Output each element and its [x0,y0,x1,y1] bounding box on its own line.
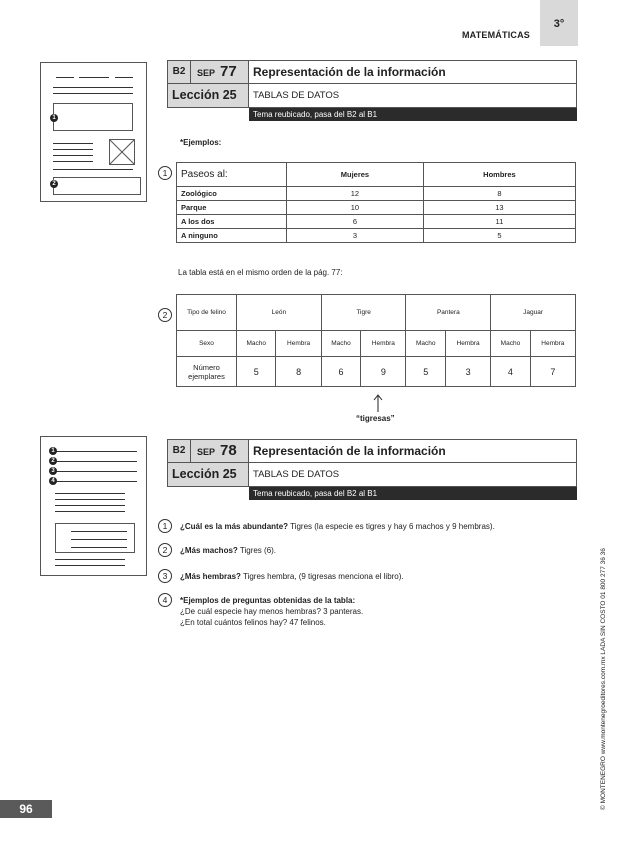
sep-label: SEP [197,447,216,457]
arrow-up-icon [372,394,384,412]
sex-cell: Hembra [276,331,321,357]
count-cell: 5 [406,357,445,387]
answer-number-2: 2 [158,543,172,557]
thumb-marker-4: 4 [49,477,57,485]
species-header: Jaguar [491,295,576,331]
arrow-label: “tigresas” [356,414,395,423]
table-row [177,201,576,215]
thumb-marker-2: 2 [49,457,57,465]
row-label: Parque [177,201,287,215]
relocation-note: Tema reubicado, pasa del B2 al B1 [249,108,577,121]
row-label: Número ejemplares [177,357,237,387]
sex-cell: Macho [406,331,445,357]
cell: 12 [287,187,424,201]
sex-cell: Hembra [445,331,490,357]
page-thumbnail-top [40,62,147,202]
row-label: A los dos [177,215,287,229]
sep-page [191,60,249,84]
table-paseos [176,162,576,243]
marker-1: 1 [158,166,172,180]
cell: 11 [423,215,575,229]
section-title: Representación de la información [249,60,577,84]
answer-1 [180,522,495,531]
count-cell: 5 [237,357,276,387]
column-header: Mujeres [287,163,424,187]
lesson-subtitle: TABLAS DE DATOS [249,463,577,487]
cell: 10 [287,201,424,215]
publisher-text: © MONTENEGRO www.montenegroeditores.com.mx LADA SIN COSTO 01 800 277 36 36 [600,548,607,810]
table-row [177,229,576,243]
sex-cell: Macho [491,331,530,357]
sep-number: 77 [220,63,237,80]
sex-cell: Macho [237,331,276,357]
cell: 6 [287,215,424,229]
table-corner: Paseos al: [177,163,287,187]
question-text: *Ejemplos de preguntas obtenidas de la tabla: [180,596,356,605]
answer-text: Tigres (la especie es tigres y hay 6 machos y 9 hembras). [288,522,495,531]
cell: 13 [423,201,575,215]
thumb-marker-3: 3 [49,467,57,475]
count-cell: 7 [530,357,575,387]
thumb-marker-2: 2 [50,180,58,188]
cross-placeholder-icon [109,139,135,165]
sep-page [191,439,249,463]
sep-number: 78 [220,442,237,459]
page-number: 96 [0,800,52,818]
lesson-subtitle: TABLAS DE DATOS [249,84,577,108]
sex-cell: Hembra [361,331,406,357]
row-label: Tipo de felino [177,295,237,331]
answer-3 [180,572,404,581]
answer-text: Tigres hembra, (9 tigresas menciona el libro). [240,572,404,581]
table-row [177,187,576,201]
answer-2 [180,546,276,555]
cell: 8 [423,187,575,201]
lesson-label: Lección 25 [167,463,249,487]
example-question-1: ¿De cuál especie hay menos hembras? 3 panteras. [180,607,364,616]
thumb-marker-1: 1 [50,114,58,122]
lesson-header-78 [167,439,577,501]
block-badge: B2 [167,439,191,463]
question-text: ¿Más machos? [180,546,238,555]
thumb-marker-1: 1 [49,447,57,455]
subject-label: MATEMÁTICAS [461,30,530,40]
count-cell: 8 [276,357,321,387]
block-badge: B2 [167,60,191,84]
sex-cell: Macho [321,331,360,357]
example-question-2: ¿En total cuántos felinos hay? 47 felinos. [180,618,326,627]
marker-2: 2 [158,308,172,322]
table-row [177,215,576,229]
answer-number-1: 1 [158,519,172,533]
answer-number-4: 4 [158,593,172,607]
row-label: Sexo [177,331,237,357]
answer-number-3: 3 [158,569,172,583]
page-thumbnail-bottom [40,436,147,576]
answer-text: Tigres (6). [237,546,277,555]
count-cell: 4 [491,357,530,387]
species-header: Pantera [406,295,491,331]
sex-cell: Hembra [530,331,575,357]
species-header: Tigre [321,295,406,331]
count-cell: 9 [361,357,406,387]
count-cell: 6 [321,357,360,387]
relocation-note: Tema reubicado, pasa del B2 al B1 [249,487,577,500]
lesson-label: Lección 25 [167,84,249,108]
table-felinos [176,294,576,387]
sep-label: SEP [197,68,216,78]
row-label: A ninguno [177,229,287,243]
publisher-sidebar [593,480,607,810]
row-label: Zoológico [177,187,287,201]
answer-4 [180,596,355,605]
examples-label: *Ejemplos: [180,138,222,147]
cell: 5 [423,229,575,243]
count-cell: 3 [445,357,490,387]
section-title: Representación de la información [249,439,577,463]
column-header: Hombres [423,163,575,187]
table-order-note: La tabla está en el mismo orden de la pág. 77: [178,268,343,277]
grade-tab: 3° [540,0,578,46]
lesson-header-77 [167,60,577,122]
species-header: León [237,295,322,331]
cell: 3 [287,229,424,243]
question-text: ¿Más hembras? [180,572,241,581]
question-text: ¿Cuál es la más abundante? [180,522,289,531]
